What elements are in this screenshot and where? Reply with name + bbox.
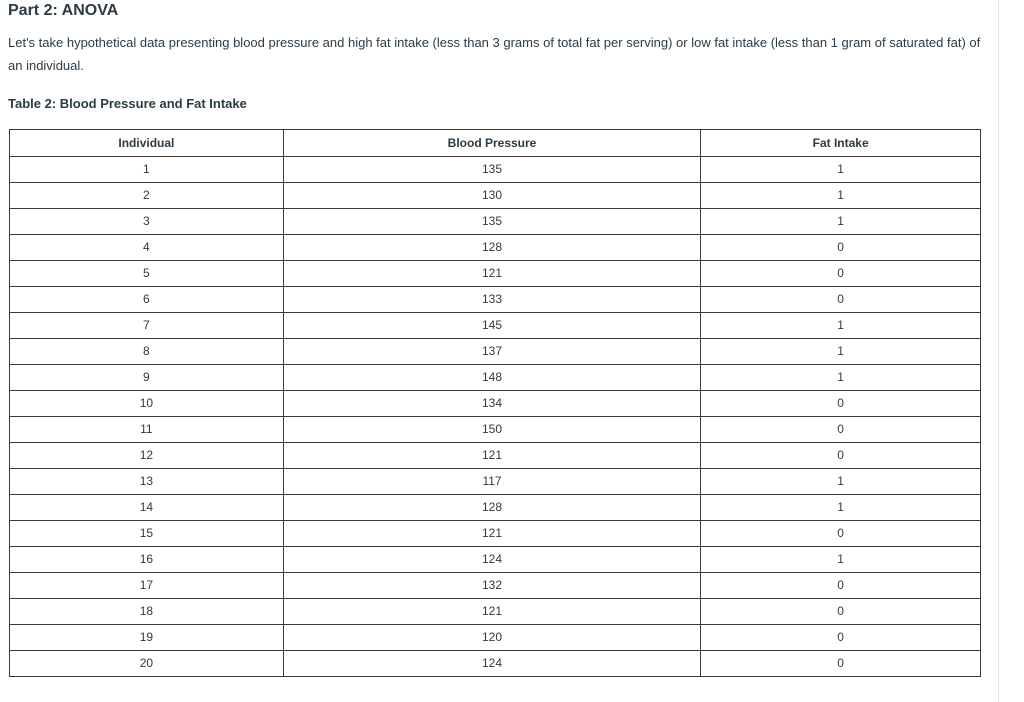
- cell-fat-intake: 1: [701, 339, 981, 365]
- table-row: [10, 209, 981, 235]
- cell-blood-pressure: 121: [283, 599, 701, 625]
- table-row: [10, 599, 981, 625]
- cell-fat-intake: 0: [701, 287, 981, 313]
- cell-fat-intake: 0: [701, 261, 981, 287]
- cell-individual: 20: [10, 651, 284, 677]
- table-row: [10, 183, 981, 209]
- cell-individual: 7: [10, 313, 284, 339]
- cell-blood-pressure: 148: [283, 365, 701, 391]
- cell-blood-pressure: 121: [283, 521, 701, 547]
- cell-blood-pressure: 128: [283, 495, 701, 521]
- cell-fat-intake: 1: [701, 469, 981, 495]
- table-row: [10, 521, 981, 547]
- cell-fat-intake: 1: [701, 547, 981, 573]
- cell-blood-pressure: 135: [283, 209, 701, 235]
- table-row: [10, 443, 981, 469]
- cell-individual: 15: [10, 521, 284, 547]
- cell-blood-pressure: 117: [283, 469, 701, 495]
- header-fat-intake: Fat Intake: [701, 130, 981, 157]
- cell-fat-intake: 0: [701, 521, 981, 547]
- cell-blood-pressure: 135: [283, 157, 701, 183]
- cell-blood-pressure: 124: [283, 547, 701, 573]
- section-heading: Part 2: ANOVA: [8, 2, 119, 19]
- cell-individual: 5: [10, 261, 284, 287]
- table-row: [10, 469, 981, 495]
- cell-individual: 19: [10, 625, 284, 651]
- cell-blood-pressure: 137: [283, 339, 701, 365]
- cell-individual: 9: [10, 365, 284, 391]
- cell-individual: 16: [10, 547, 284, 573]
- cell-individual: 4: [10, 235, 284, 261]
- cell-blood-pressure: 133: [283, 287, 701, 313]
- table-header-row: [10, 130, 981, 157]
- cell-individual: 6: [10, 287, 284, 313]
- cell-individual: 2: [10, 183, 284, 209]
- cell-fat-intake: 0: [701, 599, 981, 625]
- table-row: [10, 339, 981, 365]
- page-content: [8, 0, 998, 702]
- cell-fat-intake: 0: [701, 651, 981, 677]
- table-row: [10, 313, 981, 339]
- cell-individual: 8: [10, 339, 284, 365]
- cell-fat-intake: 1: [701, 157, 981, 183]
- cell-individual: 14: [10, 495, 284, 521]
- cell-blood-pressure: 130: [283, 183, 701, 209]
- cell-individual: 3: [10, 209, 284, 235]
- table-row: [10, 573, 981, 599]
- table-body: [10, 157, 981, 677]
- table-row: [10, 417, 981, 443]
- cell-fat-intake: 0: [701, 443, 981, 469]
- cell-individual: 11: [10, 417, 284, 443]
- table-row: [10, 235, 981, 261]
- cell-fat-intake: 1: [701, 313, 981, 339]
- cell-fat-intake: 1: [701, 183, 981, 209]
- cell-blood-pressure: 121: [283, 261, 701, 287]
- table-row: [10, 625, 981, 651]
- cell-blood-pressure: 132: [283, 573, 701, 599]
- cell-fat-intake: 0: [701, 625, 981, 651]
- cell-individual: 18: [10, 599, 284, 625]
- cell-fat-intake: 0: [701, 573, 981, 599]
- cell-fat-intake: 1: [701, 209, 981, 235]
- cell-individual: 17: [10, 573, 284, 599]
- cell-individual: 10: [10, 391, 284, 417]
- table-row: [10, 365, 981, 391]
- cell-fat-intake: 1: [701, 365, 981, 391]
- table-row: [10, 651, 981, 677]
- cell-blood-pressure: 124: [283, 651, 701, 677]
- cell-individual: 1: [10, 157, 284, 183]
- cell-fat-intake: 0: [701, 235, 981, 261]
- blood-pressure-table: [9, 129, 981, 677]
- cell-individual: 12: [10, 443, 284, 469]
- cell-blood-pressure: 121: [283, 443, 701, 469]
- table-caption: Table 2: Blood Pressure and Fat Intake: [8, 96, 247, 111]
- cell-fat-intake: 0: [701, 417, 981, 443]
- cell-blood-pressure: 134: [283, 391, 701, 417]
- cell-blood-pressure: 120: [283, 625, 701, 651]
- content-divider: [998, 0, 999, 702]
- cell-blood-pressure: 150: [283, 417, 701, 443]
- table-row: [10, 287, 981, 313]
- intro-paragraph: Let's take hypothetical data presenting blood pressure and high fat intake (less than 3 grams of total fat per serving) or low fat intake (less than 1 gram of saturated fat) of an individual.: [8, 35, 981, 73]
- cell-fat-intake: 0: [701, 391, 981, 417]
- cell-fat-intake: 1: [701, 495, 981, 521]
- cell-blood-pressure: 145: [283, 313, 701, 339]
- cell-blood-pressure: 128: [283, 235, 701, 261]
- table-row: [10, 261, 981, 287]
- table-row: [10, 157, 981, 183]
- cell-individual: 13: [10, 469, 284, 495]
- header-individual: Individual: [10, 130, 284, 157]
- table-row: [10, 547, 981, 573]
- table-row: [10, 495, 981, 521]
- table-row: [10, 391, 981, 417]
- header-blood-pressure: Blood Pressure: [283, 130, 701, 157]
